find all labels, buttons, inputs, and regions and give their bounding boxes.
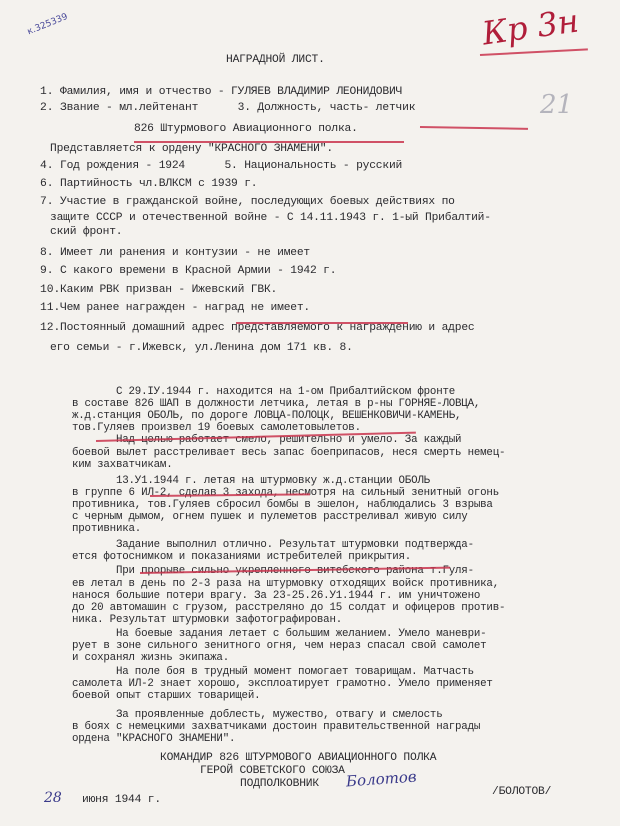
item-text: Имеет ли ранения и контузии - не имеет: [60, 247, 311, 259]
item-text: 826 Штурмового Авиационного полка.: [134, 123, 358, 135]
citation-line: С 29.IУ.1944 г. находится на 1-ом Прибалтийском фронте: [72, 386, 456, 398]
citation-line: ж.д.станция ОБОЛЬ, по дороге ЛОВЦА-ПОЛОЦК, ВЕШЕНКОВИЧИ-КАМЕНЬ,: [72, 410, 462, 423]
citation-line: ника. Результат штурмовки зафотографирован.: [72, 613, 343, 626]
item-text: ский фронт.: [50, 226, 123, 238]
citation-line: рует в зоне сильного зенитного огня, чем нераз спасал свой самолет: [72, 640, 487, 652]
commander-name: /БОЛОТОВ/: [492, 786, 552, 798]
archive-number: к.325339: [26, 12, 70, 38]
citation-line: самолета ИЛ-2 знает хорошо, эксплоатирует грамотно. Умело применяет: [72, 678, 493, 691]
date-rest: июня 1944 г.: [82, 794, 161, 806]
citation-line: ким захватчикам.: [72, 458, 173, 471]
item-text: Представляется к ордену "КРАСНОГО ЗНАМЕНИ".: [50, 143, 333, 155]
item-text: защите СССР и отечественной войне - С 14.11.1943 г. 1-ый Прибалтий-: [50, 212, 491, 224]
item-text: Год рождения - 1924 5. Национальность - русский: [60, 160, 403, 172]
citation-line: За проявленные доблесть, мужество, отвагу и смелость: [72, 708, 443, 721]
citation-line: боевой опыт старших товарищей.: [72, 690, 261, 703]
item-text: его семьи - г.Ижевск, ул.Ленина дом 171 кв. 8.: [50, 342, 353, 354]
item-text: Фамилия, имя и отчество - ГУЛЯЕВ ВЛАДИМИР ЛЕОНИДОВИЧ: [60, 86, 403, 98]
page-title: НАГРАДНОЙ ЛИСТ.: [226, 54, 325, 66]
citation-line: и сохранял жизнь экипажа.: [72, 652, 229, 665]
citation-line: противника.: [72, 523, 142, 536]
citation-line: ордена "КРАСНОГО ЗНАМЕНИ".: [72, 732, 236, 745]
item-number: 9.: [40, 265, 54, 277]
item-number: 8.: [40, 247, 54, 259]
item-number: 10.: [40, 284, 61, 296]
side-handwritten-mark: 21: [540, 90, 574, 120]
underline-awards: [236, 322, 408, 324]
commander-title: ГЕРОЙ СОВЕТСКОГО СОЮЗА: [200, 765, 345, 777]
citation-line: ев летал в день по 2-3 раза на штурмовку отходящих войск противника,: [72, 577, 499, 590]
item-number: 7.: [40, 196, 54, 208]
citation-line: На боевые задания летает с большим желанием. Умело маневри-: [72, 627, 487, 640]
item-number: 6.: [40, 178, 54, 190]
citation-line: в составе 826 ШАП в должности летчика, летая в р-ны ГОРНЯЕ-ЛОВЦА,: [72, 398, 481, 411]
citation-line: ется фотоснимком и показаниями истребителей прикрытия.: [72, 551, 412, 564]
citation-line: Задание выполнил отлично. Результат штурмовки подтвержда-: [72, 539, 474, 552]
commander-line: КОМАНДИР 826 ШТУРМОВОГО АВИАЦИОННОГО ПОЛКА: [160, 752, 437, 764]
commander-rank: ПОДПОЛКОВНИК: [240, 778, 319, 790]
date-day: 28: [44, 790, 62, 806]
citation-line: При прорыве сильно укрепленного витебского района т.Гуля-: [72, 565, 474, 578]
item-text: Участие в гражданской войне, последующих боевых действиях по: [60, 196, 455, 208]
item-text: Чем ранее награжден - наград не имеет.: [60, 302, 311, 314]
citation-line: противника, тов.Гуляев сбросил бомбы в эшелон, наблюдались 3 взрыва: [72, 498, 493, 511]
citation-line: Над целью работает смело, решительно и умело. За каждый: [72, 434, 462, 447]
item-text: Звание - мл.лейтенант 3. Должность, часть- летчик: [60, 102, 416, 114]
citation-line: 13.У1.1944 г. летая на штурмовку ж.д.станции ОБОЛЬ: [72, 474, 430, 487]
citation-line: На поле боя в трудный момент помогает товарищам. Матчасть: [72, 666, 474, 679]
item-text: Партийность чл.ВЛКСМ с 1939 г.: [60, 178, 258, 190]
item-number: 4.: [40, 160, 54, 172]
citation-line: боевой вылет расстреливает весь запас боеприпасов, неся смерть немец-: [72, 446, 506, 459]
item-number: 11.: [40, 302, 61, 314]
citation-line: с черным дымом, огнем пушек и пулеметов расстреливал живую силу: [72, 511, 468, 523]
citation-line: в группе 6 ИЛ-2, сделав 3 захода, несмотря на сильный зенитный огонь: [72, 486, 499, 499]
item-number: 1.: [40, 86, 54, 98]
citation-line: в боях с немецкими захватчиками достоин правительственной награды: [72, 720, 481, 733]
item-text: С какого времени в Красной Армии - 1942 г.: [60, 265, 337, 277]
underline-position: [420, 126, 528, 130]
citation-line: тов.Гуляев произвел 19 боевых самолетовылетов.: [72, 422, 361, 435]
underline-regiment: [134, 141, 404, 143]
item-text: Каким РВК призван - Ижевский ГВК.: [60, 284, 278, 296]
commander-signature: Болотов: [345, 767, 418, 791]
item-text: Постоянный домашний адрес представляемого к награждению и адрес: [60, 322, 475, 334]
citation-line: до 20 автомашин с грузом, расстреляно до 15 солдат и офицеров против-: [72, 601, 506, 614]
item-number: 12.: [40, 322, 61, 334]
item-number: 2.: [40, 102, 54, 114]
corner-handwritten-mark: Кр 3н: [479, 1, 582, 53]
citation-line: нанося большие потери врагу. За 23-25.26.У1.1944 г. им уничтожено: [72, 589, 481, 602]
